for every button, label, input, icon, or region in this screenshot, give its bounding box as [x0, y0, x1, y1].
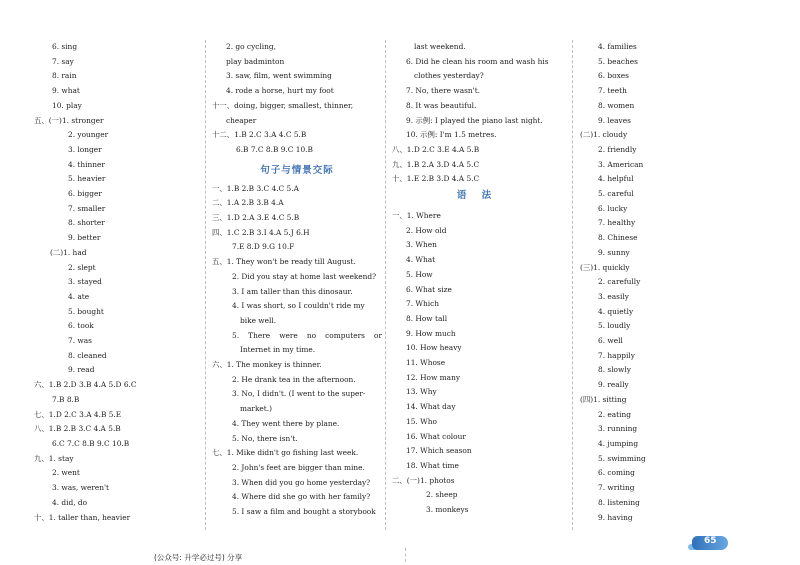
- answer-line: 4. rode a horse, hurt my foot: [226, 86, 334, 96]
- answer-line: 5. How: [406, 269, 433, 279]
- answer-line: 九、1.B 2.A 3.D 4.A 5.C: [392, 159, 480, 169]
- answer-line: 8. shorter: [68, 218, 105, 228]
- column-divider: [385, 40, 386, 530]
- answer-line: (二)1. cloudy: [580, 130, 628, 140]
- answer-line: 2. How old: [406, 225, 447, 235]
- answer-line: 9. sunny: [598, 247, 630, 257]
- answer-line: 5. bought: [68, 306, 104, 316]
- page-number-badge: [688, 535, 730, 551]
- column-4: [580, 40, 755, 525]
- answer-line: 4. I was short, so I couldn't ride my: [232, 301, 365, 311]
- answer-line: 6. Did he clean his room and wash his: [406, 56, 549, 66]
- answer-line: 6. What size: [406, 284, 452, 294]
- answer-line: 6. boxes: [598, 71, 629, 81]
- answer-line: 5. swimming: [598, 453, 646, 463]
- answer-line: 10. How heavy: [406, 343, 462, 353]
- answer-line: 9. having: [598, 512, 633, 522]
- answer-line: 6. lucky: [598, 203, 628, 213]
- column-1: [34, 40, 214, 525]
- answer-line: 7. say: [52, 56, 74, 66]
- answer-line: 一、1.B 2.B 3.C 4.C 5.A: [212, 183, 299, 193]
- answer-line: 6.C 7.C 8.B 9.C 10.B: [52, 438, 130, 448]
- answer-line: 8. It was beautiful.: [406, 100, 477, 110]
- answer-line: 2. go cycling,: [226, 42, 276, 51]
- answer-line: 3. No, I didn't. (I went to the super-: [232, 389, 366, 399]
- answer-line: 7. smaller: [68, 203, 106, 213]
- answer-line: 4. ate: [68, 291, 90, 301]
- answer-line: 6. took: [68, 321, 94, 331]
- answer-line: 4. jumping: [598, 438, 639, 448]
- answer-line: 10. 示例: I'm 1.5 metres.: [406, 130, 497, 140]
- answer-line: 18. What time: [406, 460, 459, 470]
- answer-line: 7. Which: [406, 299, 440, 309]
- answer-line: 4. helpful: [598, 174, 634, 184]
- answer-line: 8. How tall: [406, 313, 448, 323]
- answer-line: 3. easily: [598, 291, 629, 301]
- column-divider: [205, 40, 206, 530]
- answer-line: 9. read: [68, 365, 95, 375]
- answer-line: 2. John's feet are bigger than mine.: [232, 462, 365, 472]
- answer-line: 6. sing: [52, 42, 78, 51]
- answer-line: 6. coming: [598, 468, 635, 478]
- answer-line: 7. healthy: [598, 218, 636, 228]
- answer-line: 7. teeth: [598, 86, 627, 96]
- answer-line: 4. Where did she go with her family?: [232, 492, 371, 502]
- answer-line: 3. American: [598, 159, 644, 169]
- footer-share-note: (公众号: 升学必过号) 分享: [154, 553, 243, 562]
- answer-line: 2. younger: [68, 130, 109, 140]
- answer-line: 7. No, there wasn't.: [406, 86, 481, 96]
- answer-line: 3. stayed: [68, 277, 102, 287]
- answer-line: 5. I saw a film and bought a storybook: [232, 507, 376, 517]
- answer-line: 3. running: [598, 424, 638, 434]
- answer-line: 八、1.B 2.B 3.C 4.A 5.B: [34, 424, 121, 434]
- answer-line: 16. What colour: [406, 431, 466, 441]
- answer-line: 9. 示例: I played the piano last night.: [406, 115, 543, 125]
- answer-line: 15. Who: [406, 416, 437, 426]
- answer-line: 十、1. taller than, heavier: [34, 512, 131, 522]
- answer-line: 2. slept: [68, 262, 96, 272]
- answer-line: 5. beaches: [598, 56, 638, 66]
- answer-line: 8. slowly: [598, 365, 631, 375]
- answer-line: 3. saw, film, went swimming: [226, 71, 332, 81]
- answer-line: 7.B 8.B: [52, 394, 80, 404]
- answer-line: 九、1. stay: [34, 453, 74, 463]
- answer-line: 6. well: [598, 336, 623, 346]
- answer-line: 十、1.E 2.B 3.D 4.A 5.C: [392, 174, 480, 184]
- answer-line: 5. heavier: [68, 174, 106, 184]
- section-heading: 句子与情景交际: [260, 164, 334, 176]
- answer-line: 二、1.A 2.B 3.B 4.A: [212, 198, 284, 208]
- answer-line: 八、1.D 2.C 3.E 4.A 5.B: [392, 144, 480, 154]
- column-3: [392, 40, 562, 518]
- answer-line: 13. Why: [406, 387, 437, 397]
- answer-line: 十二、1.B 2.C 3.A 4.C 5.B: [212, 130, 307, 140]
- answer-line: bike well.: [240, 315, 277, 325]
- answer-line: 9. better: [68, 233, 101, 243]
- answer-line: 5. There were no computers or: [232, 330, 382, 340]
- answer-line: 7.E 8.D 9.G 10.F: [232, 242, 295, 252]
- answer-line: 一、1. Where: [392, 211, 441, 221]
- answer-line: 8. rain: [52, 71, 77, 81]
- page-number: 65: [704, 536, 717, 546]
- answer-line: 3. When: [406, 240, 437, 250]
- answer-line: 7. was: [68, 336, 92, 346]
- answer-line: clothes yesterday?: [414, 71, 484, 81]
- answer-line: 六、1.B 2.D 3.B 4.A 5.D 6.C: [34, 380, 137, 390]
- answer-line: 5. loudly: [598, 321, 631, 331]
- footer-divider: [405, 548, 406, 562]
- answer-line: 3. monkeys: [426, 505, 469, 515]
- answer-line: 4. families: [598, 42, 637, 51]
- answer-line: 5. No, there isn't.: [232, 433, 298, 443]
- answer-line: 2. went: [52, 468, 80, 478]
- answer-line: 二、(一)1. photos: [392, 475, 455, 485]
- answer-line: (四)1. sitting: [580, 394, 627, 404]
- section-heading: 语 法: [456, 190, 498, 202]
- answer-line: 8. women: [598, 100, 635, 110]
- answer-line: Internet in my time.: [240, 345, 316, 355]
- answer-line: 2. Did you stay at home last weekend?: [232, 271, 377, 281]
- answer-line: 17. Which season: [406, 446, 472, 456]
- answer-line: 9. leaves: [598, 115, 631, 125]
- answer-line: 6.B 7.C 8.B 9.C 10.B: [236, 144, 313, 154]
- answer-line: 2. carefully: [598, 277, 641, 287]
- answer-line: play badminton: [226, 56, 285, 66]
- answer-line: (二)1. had: [50, 247, 87, 257]
- answer-line: 4. quietly: [598, 306, 634, 316]
- answer-line: 五、(一)1. stronger: [34, 115, 104, 125]
- answer-line: 8. Chinese: [598, 233, 638, 243]
- answer-line: 十一、doing, bigger, smallest, thinner,: [212, 100, 354, 110]
- answer-line: 12. How many: [406, 372, 461, 382]
- answer-line: 7. happily: [598, 350, 635, 360]
- answer-line: 6. bigger: [68, 189, 102, 199]
- answer-line: 3. longer: [68, 144, 102, 154]
- answer-line: 8. listening: [598, 497, 640, 507]
- answer-line: 2. friendly: [598, 144, 637, 154]
- answer-line: 七、1. Mike didn't go fishing last week.: [212, 448, 359, 458]
- answer-line: market.): [240, 404, 273, 414]
- answer-line: 11. Whose: [406, 358, 446, 368]
- answer-line: last weekend.: [414, 42, 466, 51]
- answer-line: 4. did, do: [52, 497, 88, 507]
- answer-line: 4. thinner: [68, 159, 105, 169]
- answer-line: cheaper: [226, 115, 257, 125]
- answer-line: 3. was, weren't: [52, 483, 109, 493]
- column-2: [212, 40, 382, 520]
- answer-line: (三)1. quickly: [580, 262, 630, 272]
- answer-line: 三、1.D 2.A 3.E 4.C 5.B: [212, 213, 300, 223]
- answer-line: 3. When did you go home yesterday?: [232, 477, 371, 487]
- answer-line: 2. eating: [598, 409, 632, 419]
- answer-line: 四、1.C 2.B 3.I 4.A 5.J 6.H: [212, 227, 310, 237]
- answer-line: 9. what: [52, 86, 80, 96]
- answer-line: 3. I am taller than this dinosaur.: [232, 286, 353, 296]
- answer-line: 9. How much: [406, 328, 456, 338]
- answer-line: 4. They went there by plane.: [232, 418, 340, 428]
- answer-line: 五、1. They won't be ready till August.: [212, 257, 356, 267]
- answer-line: 2. He drank tea in the afternoon.: [232, 374, 356, 384]
- column-divider: [572, 40, 573, 530]
- answer-line: 14. What day: [406, 402, 456, 412]
- answer-line: 7. writing: [598, 483, 635, 493]
- answer-line: 六、1. The monkey is thinner.: [212, 360, 322, 370]
- answer-line: 10. play: [52, 100, 82, 110]
- answer-line: 4. What: [406, 255, 436, 265]
- answer-line: 2. sheep: [426, 490, 458, 500]
- answer-line: 9. really: [598, 380, 629, 390]
- answer-line: 七、1.D 2.C 3.A 4.B 5.E: [34, 409, 122, 419]
- answer-line: 8. cleaned: [68, 350, 107, 360]
- answer-line: 5. careful: [598, 189, 634, 199]
